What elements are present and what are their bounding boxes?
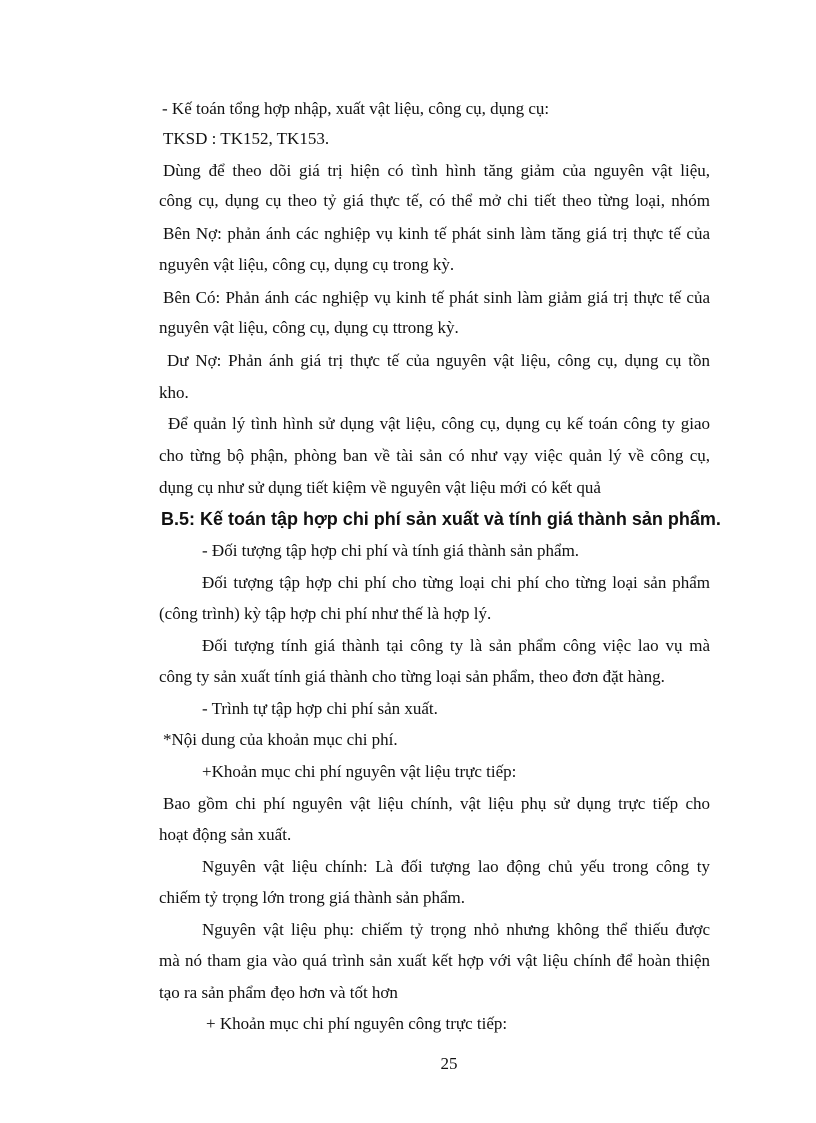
text-line: Đối tượng tập hợp chi phí cho từng loại chi phí cho từng loại sản phẩm: [202, 573, 710, 592]
text-line: - Đối tượng tập hợp chi phí và tính giá thành sản phẩm.: [202, 541, 580, 560]
text-line: Để quản lý tình hình sử dụng vật liệu, công cụ, dụng cụ kế toán công ty giao: [168, 414, 710, 433]
text-line: Bên Nợ: phản ánh các nghiệp vụ kinh tế phát sinh làm tăng giá trị thực tế của: [163, 224, 710, 243]
text-line: cho từng bộ phận, phòng ban về tài sản có như vạy việc quản lý về công cụ,: [159, 446, 710, 465]
text-line: công cụ, dụng cụ theo tỷ giá thực tế, có thể mở chi tiết theo từng loại, nhóm: [159, 191, 710, 210]
text-line: hoạt động sản xuất.: [159, 825, 292, 844]
text-line: dụng cụ như sử dụng tiết kiệm về nguyên vật liệu mới có kết quả: [159, 478, 601, 497]
text-line: Bao gồm chi phí nguyên vật liệu chính, vật liệu phụ sử dụng trực tiếp cho: [163, 794, 710, 813]
text-line: nguyên vật liệu, công cụ, dụng cụ ttrong kỳ.: [159, 318, 459, 337]
section-heading: B.5: Kế toán tập hợp chi phí sản xuất và tính giá thành sản phẩm.: [161, 509, 721, 529]
text-line: kho.: [159, 383, 189, 402]
text-line: - Trình tự tập hợp chi phí sản xuất.: [202, 699, 438, 718]
text-line: *Nội dung của khoản mục chi phí.: [163, 730, 398, 749]
text-line: + Khoản mục chi phí nguyên công trực tiếp:: [206, 1014, 508, 1033]
text-line: +Khoản mục chi phí nguyên vật liệu trực tiếp:: [202, 762, 517, 781]
text-line: tạo ra sản phẩm đẹo hơn và tốt hơn: [159, 983, 398, 1002]
text-line: công ty sản xuất tính giá thành cho từng loại sản phẩm, theo đơn đặt hàng.: [159, 667, 665, 686]
text-line: TKSD : TK152, TK153.: [163, 129, 330, 148]
text-line: Bên Có: Phản ánh các nghiệp vụ kinh tế phát sinh làm giảm giá trị thực tế của: [163, 288, 710, 307]
text-line: Đối tượng tính giá thành tại công ty là sản phẩm công việc lao vụ mà: [202, 636, 710, 655]
text-line: chiếm tỷ trọng lớn trong giá thành sản phẩm.: [159, 888, 465, 907]
text-line: - Kế toán tổng hợp nhập, xuất vật liệu, công cụ, dụng cụ:: [162, 99, 550, 118]
text-line: Nguyên vật liệu chính: Là đối tượng lao động chủ yếu trong công ty: [202, 857, 710, 876]
text-line: mà nó tham gia vào quá trình sản xuất kết hợp với vật liệu chính để hoàn thiện: [159, 951, 710, 970]
text-line: Dùng để theo dõi giá trị hiện có tình hình tăng giảm của nguyên vật liệu,: [163, 161, 710, 180]
text-line: Nguyên vật liệu phụ: chiếm tỷ trọng nhỏ nhưng không thể thiếu được: [202, 920, 710, 939]
text-line: Dư Nợ: Phản ánh giá trị thực tế của nguyên vật liệu, công cụ, dụng cụ tồn: [167, 351, 710, 370]
page-number: 25: [440, 1054, 458, 1073]
text-line: nguyên vật liệu, công cụ, dụng cụ trong kỳ.: [159, 255, 455, 274]
text-line: (công trình) kỳ tập hợp chi phí như thế là hợp lý.: [159, 604, 492, 623]
